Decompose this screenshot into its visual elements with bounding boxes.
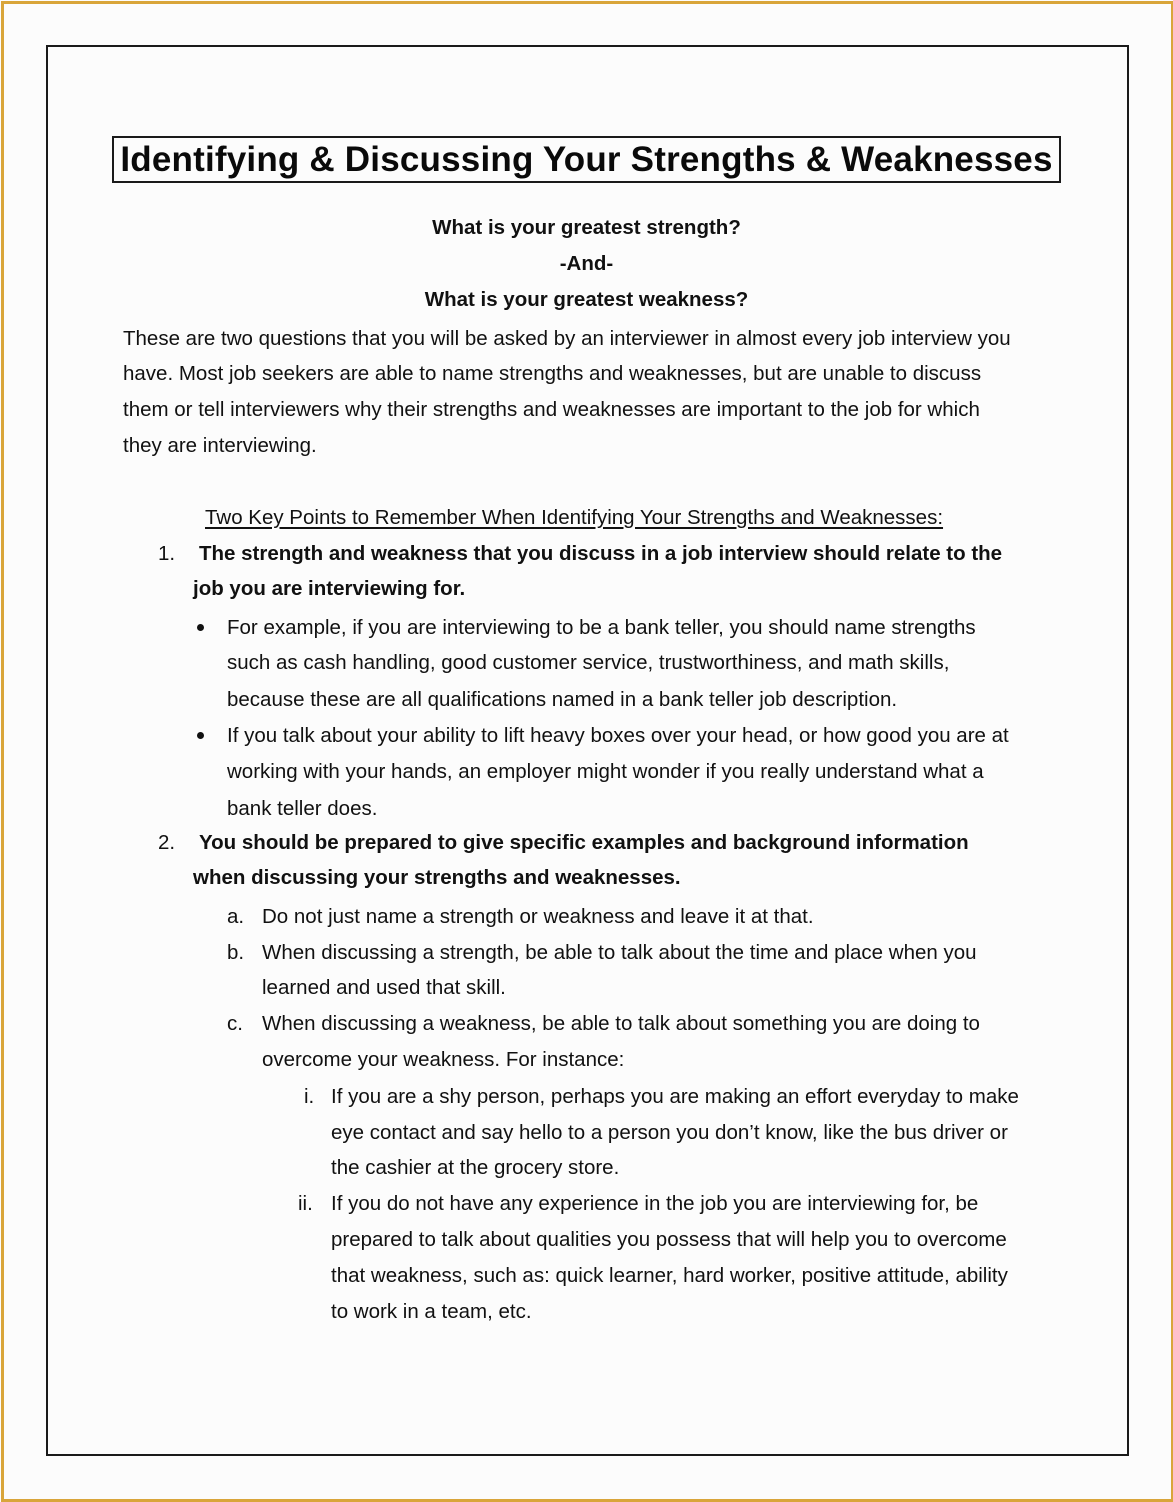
sub-sub-item-line: prepared to talk about qualities you possess that will help you to overcome: [331, 1228, 1007, 1251]
intro-line: These are two questions that you will be asked by an interviewer in almost every job interview you: [123, 327, 1011, 350]
bullet-line: If you talk about your ability to lift heavy boxes over your head, or how good you are at: [227, 724, 1009, 747]
key-points-heading: Two Key Points to Remember When Identifying Your Strengths and Weaknesses:: [205, 506, 944, 529]
list-marker: 2.: [158, 831, 176, 854]
list-marker: c.: [227, 1012, 243, 1035]
sub-item-line: When discussing a strength, be able to talk about the time and place when you: [262, 941, 977, 964]
list-marker: ii.: [298, 1192, 313, 1215]
sub-item-line: overcome your weakness. For instance:: [262, 1048, 625, 1071]
sub-item-line: learned and used that skill.: [262, 976, 506, 999]
sub-sub-item-line: If you do not have any experience in the job you are interviewing for, be: [331, 1192, 979, 1215]
list-marker: a.: [227, 905, 245, 928]
question-strength: What is your greatest strength?: [432, 216, 741, 239]
bullet-dot-icon: [197, 624, 204, 631]
intro-line: they are interviewing.: [123, 434, 317, 457]
intro-line: them or tell interviewers why their strengths and weaknesses are important to the job for which: [123, 398, 980, 421]
intro-line: have. Most job seekers are able to name strengths and weaknesses, but are unable to discuss: [123, 362, 982, 385]
bullet-line: For example, if you are interviewing to be a bank teller, you should name strengths: [227, 616, 976, 639]
list-marker: b.: [227, 941, 245, 964]
question-weakness: What is your greatest weakness?: [424, 288, 749, 311]
title-box: [112, 136, 1061, 183]
sub-sub-item-line: the cashier at the grocery store.: [331, 1156, 620, 1179]
question-and: -And-: [559, 252, 614, 275]
point-heading-line: The strength and weakness that you discuss in a job interview should relate to the: [199, 542, 1003, 565]
bullet-line: working with your hands, an employer might wonder if you really understand what a: [227, 760, 984, 783]
list-marker: 1.: [158, 542, 176, 565]
point-heading-line: job you are interviewing for.: [193, 577, 466, 600]
sub-sub-item-line: If you are a shy person, perhaps you are making an effort everyday to make: [331, 1085, 1019, 1108]
sub-sub-item-line: to work in a team, etc.: [331, 1300, 532, 1323]
bullet-line: such as cash handling, good customer service, trustworthiness, and math skills,: [227, 651, 950, 674]
list-marker: i.: [304, 1085, 315, 1108]
bullet-line: bank teller does.: [227, 797, 378, 820]
bullet-line: because these are all qualifications named in a bank teller job description.: [227, 688, 898, 711]
sub-sub-item-line: eye contact and say hello to a person you don’t know, like the bus driver or: [331, 1121, 1008, 1144]
bullet-dot-icon: [197, 732, 204, 739]
point-heading-line: You should be prepared to give specific examples and background information: [199, 831, 969, 854]
point-heading-line: when discussing your strengths and weaknesses.: [193, 866, 681, 889]
sub-item-line: Do not just name a strength or weakness and leave it at that.: [262, 905, 814, 928]
sub-item-line: When discussing a weakness, be able to talk about something you are doing to: [262, 1012, 980, 1035]
sub-sub-item-line: that weakness, such as: quick learner, hard worker, positive attitude, ability: [331, 1264, 1008, 1287]
document-title: Identifying & Discussing Your Strengths & Weaknesses: [120, 139, 1053, 179]
